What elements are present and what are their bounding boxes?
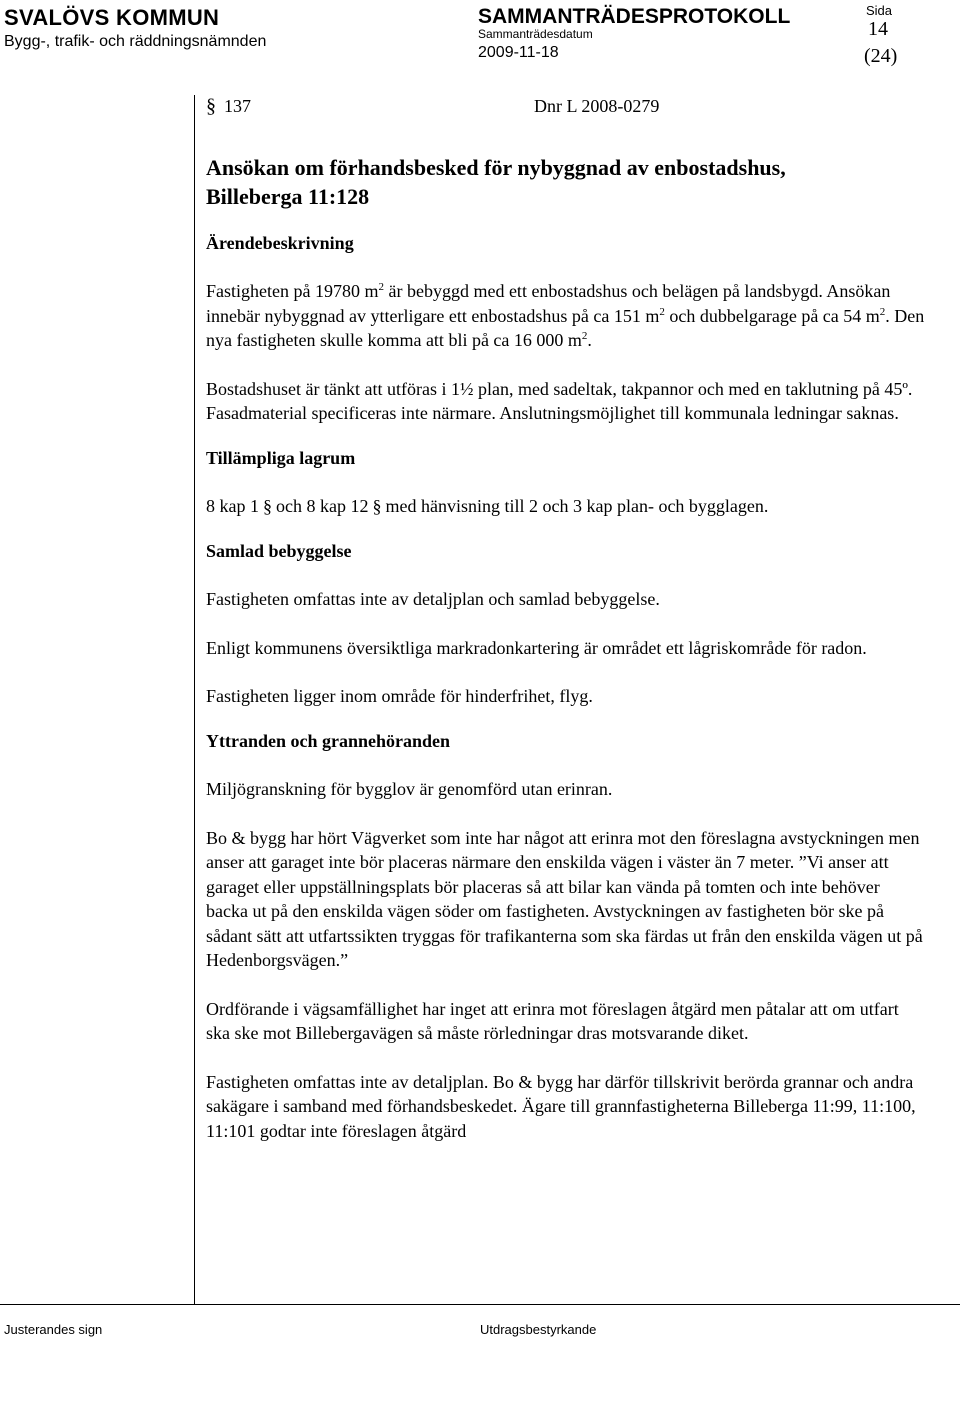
statements-paragraph-4: Fastigheten omfattas inte av detaljplan. Bo & bygg har därför tillskrivit berörda grannar och andra sakägare i samband med förhandsbeskedet. Ägare till grannfastigheterna Billeberga 11:99, 11:100, 11:101 godtar inte föreslagen åtgärd — [206, 1071, 916, 1141]
section-heading-settlement: Samlad bebyggelse — [206, 540, 352, 561]
registration-number: Dnr L 2008-0279 — [534, 96, 660, 116]
description-paragraph-1: Fastigheten på 19780 $m^2$ är bebyggd med ett enbostadshus och belägen på landsbygd. Ansökan innebär nybyggnad av ytterligare ett enbostadshus på ca 151 $m^2$ och dubbelgarage på ca 54 $m^2$. Den nya fastigheten skulle komma att bli på ca 16 000 $m^2$. — [206, 281, 925, 350]
paragraph-symbol: § — [206, 95, 216, 117]
legislation-paragraph: 8 kap 1 § och 8 kap 12 § med hänvisning till 2 och 3 kap plan- och bygglagen. — [206, 496, 769, 516]
statements-paragraph-2: Bo & bygg har hört Vägverket som inte har något att erinra mot den föreslagna avstyckningen men anser att garaget inte bör placeras närmare den enskilda vägen i väster än 7 meter. ”Vi anser att garaget eller uppställningsplats bör placeras så att bilar kan vända på tomten och inte behöver backa ut på den enskilda vägen söder om fastigheten. Avstyckningen av fastigheten bör ske på sådant sätt att utfartssikten tryggas för trafikanterna som ska färdas ut från den enskilda vägen ut på Hedenborgsvägen.” — [206, 827, 923, 970]
settlement-paragraph-3: Fastigheten ligger inom område för hinderfrihet, flyg. — [206, 686, 593, 706]
section-heading-statements: Yttranden och grannehöranden — [206, 730, 451, 751]
section-heading-description: Ärendebeskrivning — [206, 232, 354, 253]
excerpt-certification-label: Utdragsbestyrkande — [480, 1322, 597, 1337]
organization-name: SVALÖVS KOMMUN — [4, 5, 220, 30]
page-number: 14 — [868, 18, 888, 40]
meeting-date-label: Sammanträdesdatum — [478, 27, 593, 41]
settlement-paragraph-1: Fastigheten omfattas inte av detaljplan och samlad bebyggelse. — [206, 589, 660, 609]
margin-rule — [194, 95, 195, 1305]
case-title-line-1: Ansökan om förhandsbesked för nybyggnad av enbostadshus, — [206, 154, 786, 180]
statements-paragraph-1: Miljögranskning för bygglov är genomförd utan erinran. — [206, 779, 613, 799]
description-paragraph-2: Bostadshuset är tänkt att utföras i 1½ plan, med sadeltak, takpannor och med en taklutning på 45º. Fasadmaterial specificeras inte närmare. Anslutningsmöjlighet till kommunala ledningar saknas. — [206, 378, 913, 423]
document-type: SAMMANTRÄDESPROTOKOLL — [478, 5, 791, 28]
case-header — [206, 94, 926, 119]
case-number: 137 — [224, 96, 251, 116]
meeting-date: 2009-11-18 — [478, 44, 559, 61]
committee-name: Bygg-, trafik- och räddningsnämnden — [4, 33, 267, 50]
statements-paragraph-3: Ordförande i vägsamfällighet har inget att erinra mot föreslagen åtgärd men påtalar att om utfart ska ske mot Billebergavägen så måste rörledningar dras motsvarande diket. — [206, 998, 899, 1043]
section-heading-legislation: Tillämpliga lagrum — [206, 447, 356, 468]
case-title — [206, 153, 926, 211]
page-total: (24) — [864, 45, 898, 67]
settlement-paragraph-2: Enligt kommunens översiktliga markradonkartering är området ett lågriskområde för radon. — [206, 637, 867, 658]
page-label: Sida — [866, 3, 893, 18]
document-body — [206, 86, 926, 1143]
case-title-line-2: Billeberga 11:128 — [206, 183, 370, 209]
footer-rule — [0, 1304, 960, 1305]
adjuster-signature-label: Justerandes sign — [4, 1322, 103, 1337]
